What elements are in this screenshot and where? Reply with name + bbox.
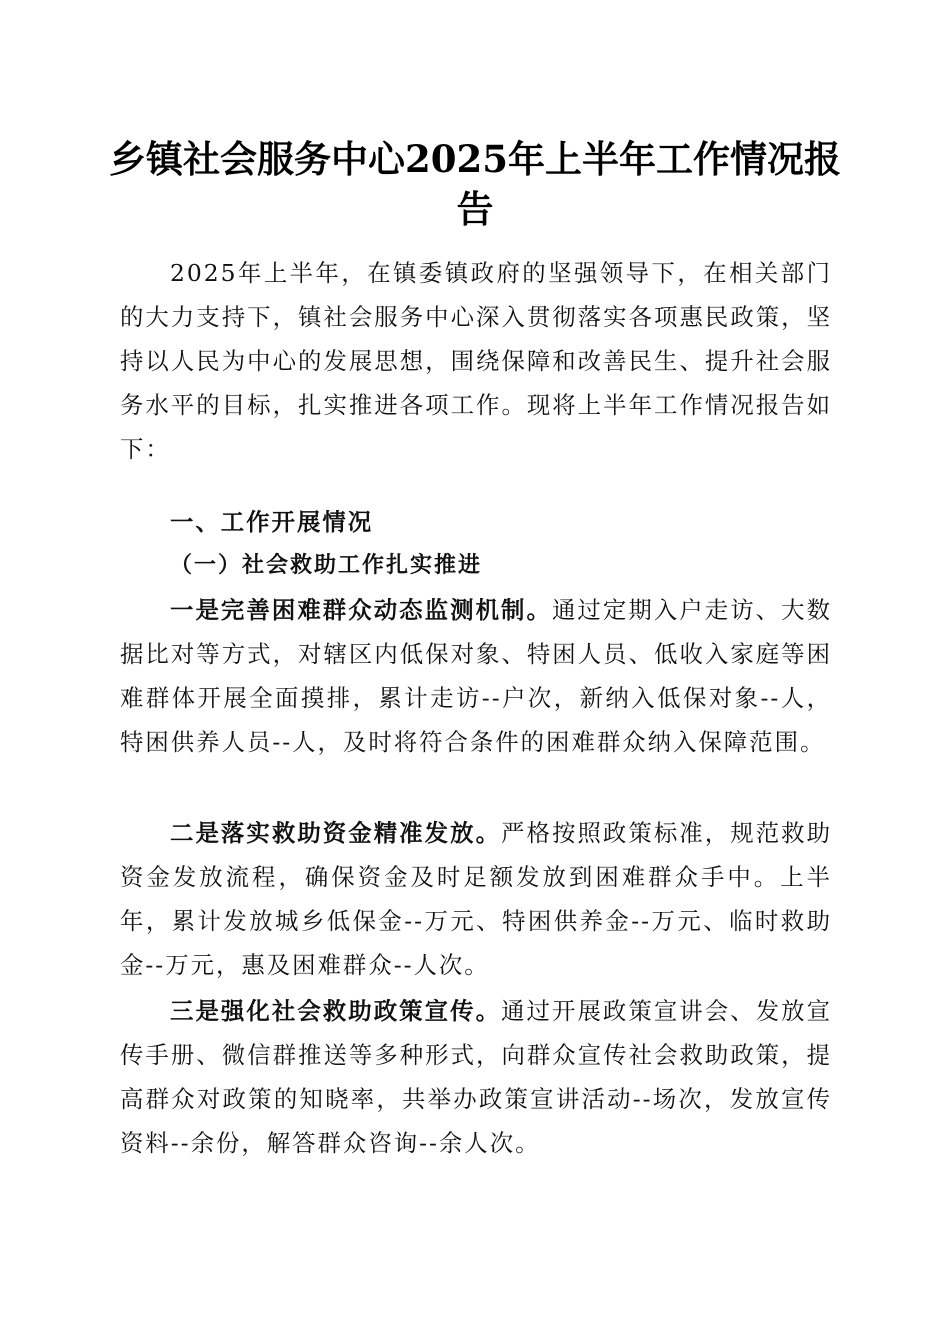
paragraph-body: 通过开展政策宣讲会、发放宣传手册、微信群推送等多种形式，向群众宣传社会救助政策，提高群众对政策的知晓率，共举办政策宣讲活动--场次，发放宣传资料--余份，解答群众咨询--余人次。 xyxy=(120,997,833,1157)
section-heading: 一、工作开展情况 xyxy=(170,508,374,536)
subsection-heading: （一）社会救助工作扎实推进 xyxy=(170,552,483,578)
intro-text: 2025年上半年，在镇委镇政府的坚强领导下，在相关部门的大力支持下，镇社会服务中心深入贯彻落实各项惠民政策，坚持以人民为中心的发展思想，围绕保障和改善民生、提升社会服务水平的目标，扎实推进各项工作。现将上半年工作情况报告如下： xyxy=(120,259,832,463)
paragraph-text xyxy=(120,989,832,1165)
paragraph-lead: 三是强化社会救助政策宣传。 xyxy=(170,997,502,1025)
paragraph-1 xyxy=(120,588,832,764)
paragraph-2 xyxy=(120,811,832,987)
paragraph-lead: 二是落实救助资金精准发放。 xyxy=(170,819,502,847)
paragraph-text xyxy=(120,811,832,987)
paragraph-3 xyxy=(120,989,832,1165)
paragraph-text xyxy=(120,588,832,764)
document-title: 乡镇社会服务中心2025年上半年工作情况报告 xyxy=(109,137,841,231)
paragraph-lead: 一是完善困难群众动态监测机制。 xyxy=(170,596,552,624)
intro-paragraph xyxy=(120,251,832,471)
paragraph-body: 通过定期入户走访、大数据比对等方式，对辖区内低保对象、特困人员、低收入家庭等困难群体开展全面摸排，累计走访--户次，新纳入低保对象--人，特困供养人员--人，及时将符合条件的困难群众纳入保障范围。 xyxy=(120,596,833,756)
paragraph-body: 严格按照政策标准，规范救助资金发放流程，确保资金及时足额发放到困难群众手中。上半年，累计发放城乡低保金--万元、特困供养金--万元、临时救助金--万元，惠及困难群众--人次。 xyxy=(120,819,833,979)
